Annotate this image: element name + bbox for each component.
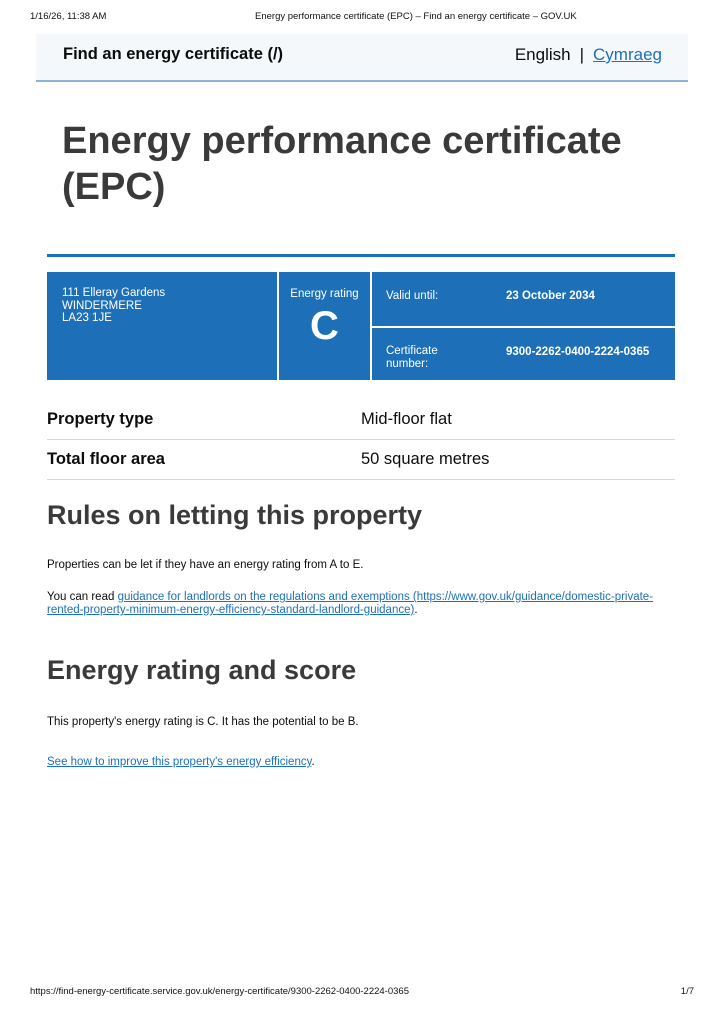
certificate-number-value: 9300-2262-0400-2224-0365: [506, 346, 650, 358]
valid-until-label: Valid until:: [386, 290, 439, 302]
service-header: [36, 34, 688, 82]
floor-area-label: Total floor area: [47, 450, 165, 468]
rules-heading: Rules on letting this property: [47, 500, 423, 530]
floor-area-value: 50 square metres: [361, 450, 490, 468]
print-url: https://find-energy-certificate.service.gov.uk/energy-certificate/9300-2262-0400-2224-0365: [30, 986, 409, 997]
lang-welsh-link[interactable]: Cymraeg: [593, 45, 662, 64]
certificate-number-label: Certificate number:: [386, 345, 438, 370]
guidance-suffix: .: [414, 604, 418, 616]
print-page-title: Energy performance certificate (EPC) – Find an energy certificate – GOV.UK: [255, 11, 577, 22]
property-summary-list: [47, 400, 675, 480]
lang-separator: |: [579, 45, 585, 64]
address-line-2: WINDERMERE: [62, 299, 142, 312]
epc-summary-box: [47, 272, 675, 380]
print-timestamp: 1/16/26, 11:38 AM: [30, 11, 107, 22]
score-heading: Energy rating and score: [47, 655, 357, 685]
address-cell: [47, 272, 277, 380]
language-switcher: [515, 45, 662, 65]
rating-label: Energy rating: [290, 288, 359, 300]
landlord-guidance-link[interactable]: guidance for landlords on the regulations and exemptions (https://www.gov.uk/guidance/domestic-private-rented-property-minimum-energy-efficiency-standard-landlord-guidance): [47, 591, 654, 616]
lang-english: English: [514, 45, 571, 64]
improve-efficiency-link[interactable]: See how to improve this property's energy efficiency: [47, 756, 312, 768]
print-header: [30, 11, 694, 25]
property-type-row: [47, 400, 675, 440]
rating-letter: C: [310, 304, 339, 348]
print-page-number: 1/7: [680, 986, 694, 997]
property-type-value: Mid-floor flat: [361, 410, 452, 428]
address-line-1: 111 Elleray Gardens: [62, 287, 166, 299]
guidance-paragraph: [47, 591, 657, 617]
rating-cell: [279, 272, 370, 380]
floor-area-row: [47, 440, 675, 480]
guidance-prefix: You can read: [47, 591, 118, 603]
property-type-label: Property type: [47, 410, 154, 428]
service-name-link[interactable]: Find an energy certificate (/): [63, 45, 284, 63]
score-paragraph: This property's energy rating is C. It has the potential to be B.: [47, 716, 359, 728]
valid-until-value: 23 October 2034: [506, 290, 595, 302]
valid-until-cell: [372, 272, 675, 326]
title-divider: [47, 254, 675, 257]
certificate-number-cell: [372, 328, 675, 380]
address-line-3: LA23 1JE: [62, 312, 112, 324]
rules-paragraph: Properties can be let if they have an energy rating from A to E.: [47, 559, 364, 571]
improve-suffix: .: [311, 756, 315, 768]
improve-paragraph: [47, 756, 657, 769]
page-title: Energy performance certificate (EPC): [62, 120, 622, 208]
